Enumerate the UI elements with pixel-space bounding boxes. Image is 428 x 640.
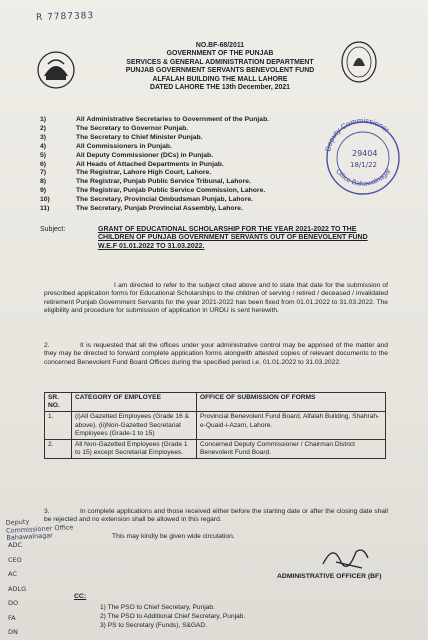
routing-label: CEO [8, 555, 22, 564]
cc-list [100, 603, 245, 630]
svg-text:Office Bahawalnagar: Office Bahawalnagar [334, 167, 393, 188]
paragraph-2-number: 2. [44, 342, 50, 349]
table-row [45, 440, 386, 459]
officer-designation: ADMINISTRATIVE OFFICER (BF) [277, 573, 382, 580]
addressee-item [40, 143, 350, 152]
subject-text: GRANT OF EDUCATIONAL SCHOLARSHIP FOR THE YEAR 2021-2022 TO THE CHILDREN OF PUNJAB GOVERNMENT SERVANTS OUT OF BENEVOLENT FUND W.E.F 01.01.2022 TO 31.03.2022. [98, 226, 368, 250]
handwritten-side-note: Deputy Commissioner Office Bahawalnagar [5, 517, 74, 542]
addressee-item [40, 205, 350, 214]
table-row [45, 412, 386, 440]
svg-text:18/1/22: 18/1/22 [350, 161, 377, 169]
paragraph-2-text: It is requested that all the offices under your administrative control may be apprised of the matter and they may be directed to forward complete application forms alongwith attested copies of relevant documents to the concerned Benevolent Fund Board Offices during the specified period i.e. 01.01.2022 to 31.03.2022. [44, 342, 388, 366]
paragraph-4: This may kindly be given wide circulation. [112, 533, 235, 540]
addressee-text: All Deputy Commissioner (DCs) in Punjab. [76, 151, 214, 159]
letterhead-line: PUNJAB GOVERNMENT SERVANTS BENEVOLENT FUND [125, 67, 315, 75]
subject-label: Subject: [40, 226, 66, 233]
addressee-number: 10) [40, 196, 50, 204]
routing-label: ADC [8, 541, 22, 549]
paragraph-1: I am directed to refer to the subject cited above and to state that date for the submission of prescribed application forms for Educational Scholarships to the children of serving / retired / deceased / invalidated retirement Punjab Government Servants for the year 2021-2022 has been fixed from 01.01.2022 to 31.03.2022. The eligibility and procedure for submission of application in URDU is sent herewith. [44, 282, 388, 315]
letter-date: DATED LAHORE THE 13th December, 2021 [149, 84, 291, 92]
addressee-number: 7) [40, 169, 47, 177]
addressee-text: The Secretary to Governor Punjab. [76, 124, 189, 132]
submission-table [44, 392, 386, 459]
addressee-item [40, 196, 350, 205]
paragraph-3-text: In complete applications and those received either before the starting date or after the closing date shall be rejected and no extension shall be allowed in this regard. [44, 508, 388, 524]
cc-item: 2) The PSO to Additional Chief Secretary, Punjab. [100, 613, 246, 620]
routing-labels [8, 538, 26, 640]
addressee-number: 4) [40, 142, 47, 150]
letterhead [90, 42, 350, 92]
table-cell-category: All Non-Gazetted Employees (Grade 1 to 15) except Secretariat Employees. [72, 440, 197, 459]
table-header: CATEGORY OF EMPLOYEE [72, 393, 197, 412]
cc-item: 1) The PSO to Chief Secretary, Punjab. [100, 604, 215, 611]
addressee-number: 5) [40, 151, 47, 159]
svg-text:Deputy Commissioner: Deputy Commissioner [323, 115, 392, 153]
addressee-item [40, 187, 350, 196]
table-cell-sr: 2. [45, 440, 72, 459]
addressee-list [40, 116, 350, 214]
addressee-text: All Administrative Secretaries to Government of the Punjab. [76, 116, 270, 123]
paragraph-3-number: 3. [44, 508, 50, 515]
addressee-number: 3) [40, 133, 47, 141]
punjab-emblem-logo [36, 50, 76, 90]
table-cell-category: (i)All Gazetted Employees (Grade 16 & above). (ii)Non-Gazetted Secretariat Employees (Grade-1 to 15) [72, 412, 197, 440]
addressee-number: 8) [40, 178, 47, 186]
addressee-text: The Registrar, Lahore High Court, Lahore. [76, 169, 212, 177]
addressee-number: 9) [40, 187, 47, 195]
addressee-text: The Secretary, Punjab Provincial Assembly, Lahore. [76, 205, 243, 213]
addressee-item [40, 125, 350, 134]
letterhead-line: GOVERNMENT OF THE PUNJAB [166, 50, 274, 58]
addressee-number: 6) [40, 160, 47, 168]
officer-signature [318, 542, 378, 572]
routing-label: FA [8, 613, 16, 622]
routing-label: ADLG [8, 584, 27, 593]
table-cell-office: Provincial Benevolent Fund Board, Alfalah Building, Shahrah-e-Quaid-i-Azam, Lahore. [197, 412, 386, 440]
addressee-item [40, 152, 350, 161]
addressee-item [40, 178, 350, 187]
addressee-text: The Registrar, Punjab Public Service Tribunal, Lahore. [76, 178, 251, 186]
routing-label: AC [8, 570, 17, 578]
paragraph-3 [44, 508, 388, 525]
addressee-text: All Heads of Attached Departments in Punjab. [76, 160, 224, 168]
routing-label: DN [8, 628, 18, 636]
addressee-number: 1) [40, 116, 47, 123]
cc-item: 3) PS to Secretary (Funds), S&GAD. [100, 622, 208, 629]
svg-text:29404: 29404 [352, 149, 378, 158]
benevolent-fund-seal-logo [340, 40, 378, 84]
addressee-item [40, 116, 350, 125]
paragraph-2 [44, 342, 388, 367]
letter-number: NO.BF-68/2011 [195, 42, 245, 49]
addressee-text: All Commissioners in Punjab. [76, 142, 172, 150]
table-header: SR. NO. [45, 393, 72, 412]
addressee-item [40, 161, 350, 170]
addressee-number: 2) [40, 124, 47, 132]
routing-label: DO [8, 599, 19, 607]
addressee-item [40, 169, 350, 178]
addressee-text: The Registrar, Punjab Public Service Commission, Lahore. [76, 187, 266, 195]
subject-line [40, 226, 380, 251]
letterhead-line: ALFALAH BUILDING THE MALL LAHORE [152, 75, 288, 83]
handwritten-reference: R 7787383 [35, 10, 95, 24]
table-header: OFFICE OF SUBMISSION OF FORMS [197, 393, 386, 412]
addressee-number: 11) [40, 205, 50, 213]
addressee-text: The Secretary to Chief Minister Punjab. [76, 133, 203, 141]
addressee-text: The Secretary, Provincial Ombudsman Punjab, Lahore. [76, 196, 254, 204]
table-cell-sr: 1. [45, 412, 72, 440]
addressee-item [40, 134, 350, 143]
table-cell-office: Concerned Deputy Commissioner / Chairman District Benevolent Fund Board. [197, 440, 386, 459]
cc-label: CC: [74, 593, 87, 600]
letterhead-line: SERVICES & GENERAL ADMINISTRATION DEPARTMENT [126, 58, 314, 66]
received-stamp [318, 112, 408, 196]
